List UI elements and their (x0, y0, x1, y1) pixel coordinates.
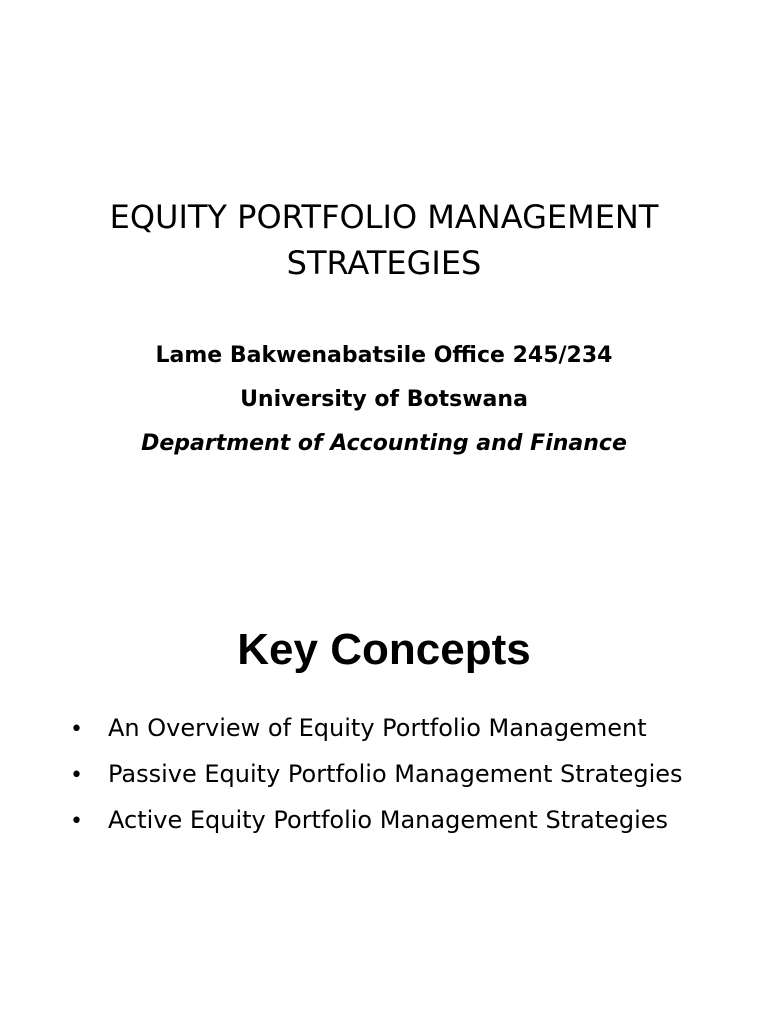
list-item-text: Active Equity Portfolio Management Strategies (108, 806, 669, 834)
subtitle-block (0, 334, 768, 466)
list-item-text: An Overview of Equity Portfolio Management (108, 714, 647, 742)
title-line-1: EQUITY PORTFOLIO MANAGEMENT (109, 198, 659, 236)
bullet-icon: • (70, 763, 83, 788)
key-concepts-heading: Key Concepts (237, 625, 531, 674)
bullet-icon: • (70, 717, 83, 742)
bullet-icon: • (70, 809, 83, 834)
title-line-2: STRATEGIES (286, 244, 482, 282)
list-item (70, 798, 760, 844)
institution: University of Botswana (240, 387, 528, 412)
list-item-text: Passive Equity Portfolio Management Strategies (108, 760, 683, 788)
list-item (70, 706, 760, 752)
author-office: Lame Bakwenabatsile Office 245/234 (155, 343, 613, 368)
title-block (0, 194, 768, 286)
list-item (70, 752, 760, 798)
department: Department of Accounting and Finance (141, 431, 627, 456)
key-concepts-list (70, 706, 760, 844)
